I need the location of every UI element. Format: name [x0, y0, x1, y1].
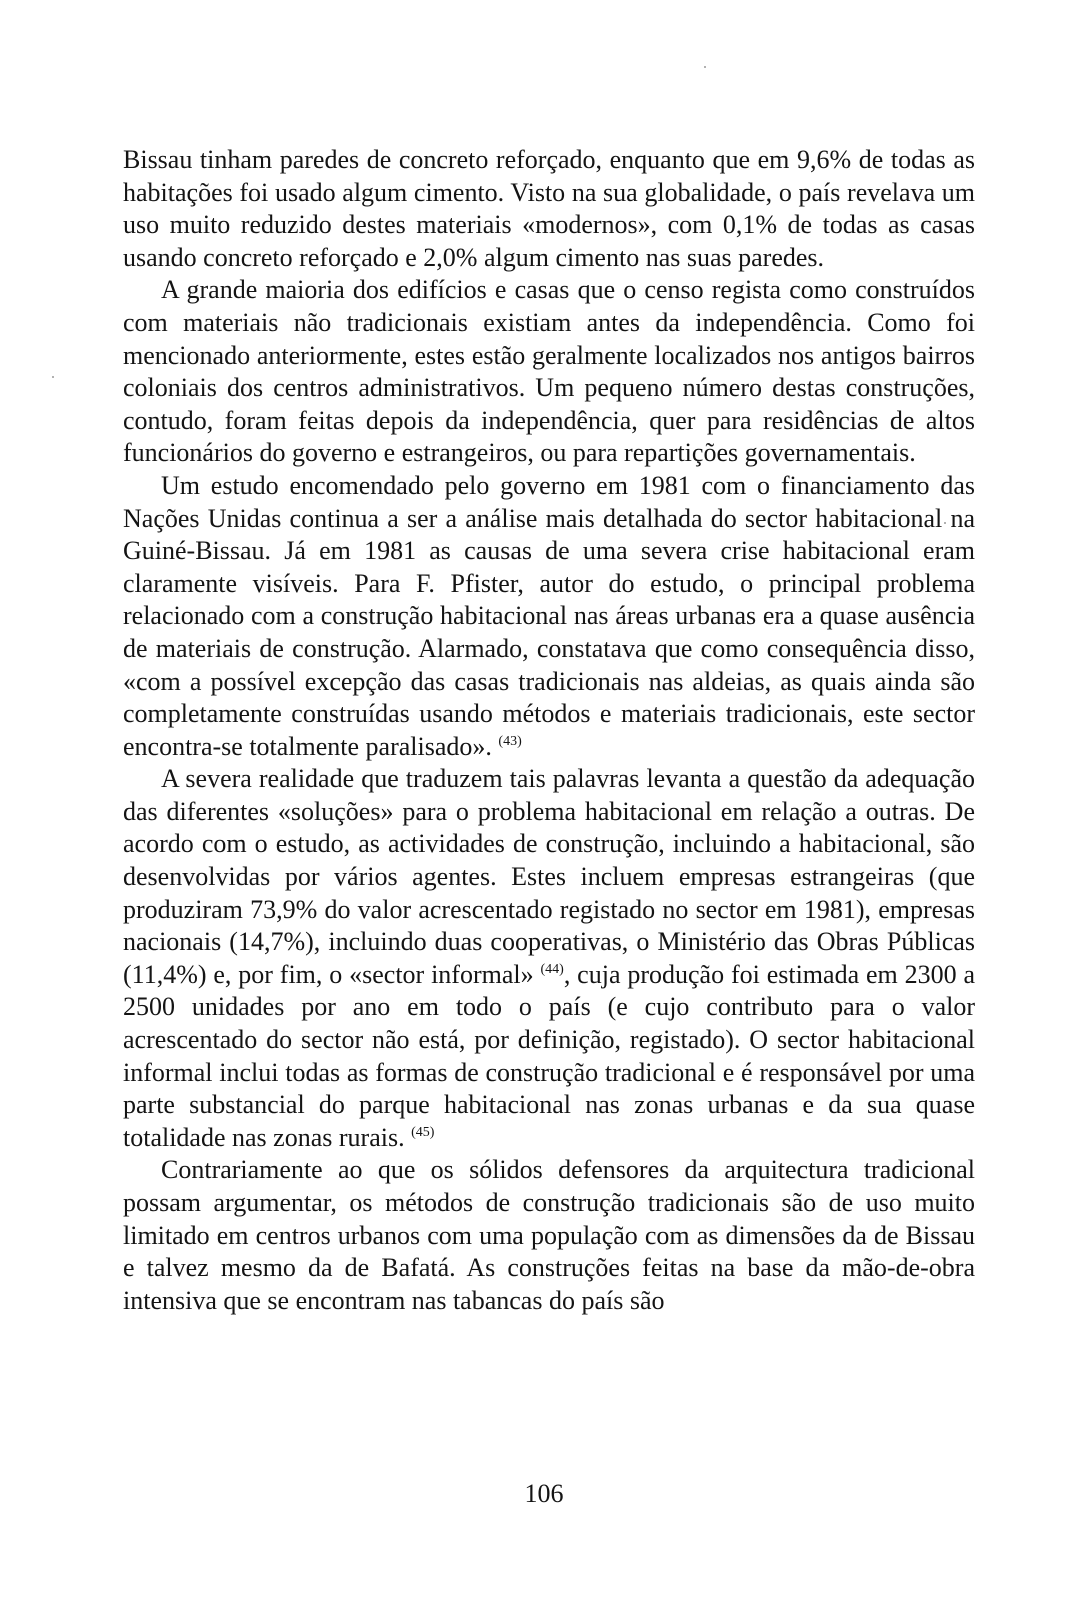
paragraph	[123, 763, 975, 1154]
footnote-marker: (45)	[411, 1125, 435, 1141]
scan-speck	[704, 66, 706, 68]
paragraph-text: Contrariamente ao que os sólidos defensores da arquitectura tradicional possam argumentar, os métodos de construção tradicionais são de uso muito limitado em centros urbanos com uma população com as dimensões da de Bissau e talvez mesmo da de Bafatá. As construções feitas na base da mão-de-obra intensiva que se encontram nas tabancas do país são	[123, 1155, 975, 1315]
paragraph	[123, 144, 975, 274]
paragraph-text: A grande maioria dos edifícios e casas que o censo regista como construídos com materiais não tradicionais existiam antes da independência. Como foi mencionado anteriormente, estes estão geralmente localizados nos antigos bairros coloniais dos centros administrativos. Um pequeno número destas construções, contudo, foram feitas depois da independência, quer para residências de altos funcionários do governo e estrangeiros, ou para repartições governamentais.	[123, 275, 975, 468]
paragraph-text: Um estudo encomendado pelo governo em 1981 com o financiamento das Nações Unidas continua a ser a análise mais detalhada do sector habitacional na Guiné-Bissau. Já em 1981 as causas de uma severa crise habitacional eram claramente visíveis. Para F. Pfister, autor do estudo, o principal problema relacionado com a construção habitacional nas áreas urbanas era a quase ausência de materiais de construção. Alarmado, constatava que como consequência disso, «com a possível excepção das casas tradicionais nas aldeias, as quais ainda são completamente construídas usando métodos e materiais tradicionais, este sector encontra-se totalmente paralisado».	[123, 470, 975, 761]
paragraph	[123, 274, 975, 470]
body-text	[123, 144, 975, 1317]
footnote-marker: (43)	[498, 733, 522, 749]
paragraph-text: A severa realidade que traduzem tais palavras levanta a questão da adequação das diferentes «soluções» para o problema habitacional em relação a outras. De acordo com o estudo, as actividades de construção, incluindo a habitacional, são desenvolvidas por vários agentes. Estes incluem empresas estrangeiras (que produziram 73,9% do valor acrescentado registado no sector em 1981), empresas nacionais (14,7%), incluindo duas cooperativas, o Ministério das Obras Públicas (11,4%) e, por fim, o «sector informal»	[123, 764, 975, 989]
paragraph-text: Bissau tinham paredes de concreto reforçado, enquanto que em 9,6% de todas as habitações foi usado algum cimento. Visto na sua globalidade, o país revelava um uso muito reduzido destes materiais «modernos», com 0,1% de todas as casas usando concreto reforçado e 2,0% algum cimento nas suas paredes.	[123, 145, 975, 272]
page-number: 106	[524, 1479, 564, 1508]
scan-speck	[52, 376, 54, 378]
paragraph-text: , cuja produção foi estimada em 2300 a 2500 unidades por ano em todo o país (e cujo contributo para o valor acrescentado do sector não está, por definição, registado). O sector habitacional informal inclui todas as formas de construção tradicional e é responsável por uma parte substancial do parque habitacional nas zonas urbanas e da sua quase totalidade nas zonas rurais.	[123, 959, 976, 1152]
paragraph	[123, 1154, 975, 1317]
footnote-marker: (44)	[540, 962, 564, 978]
paragraph	[123, 470, 975, 763]
